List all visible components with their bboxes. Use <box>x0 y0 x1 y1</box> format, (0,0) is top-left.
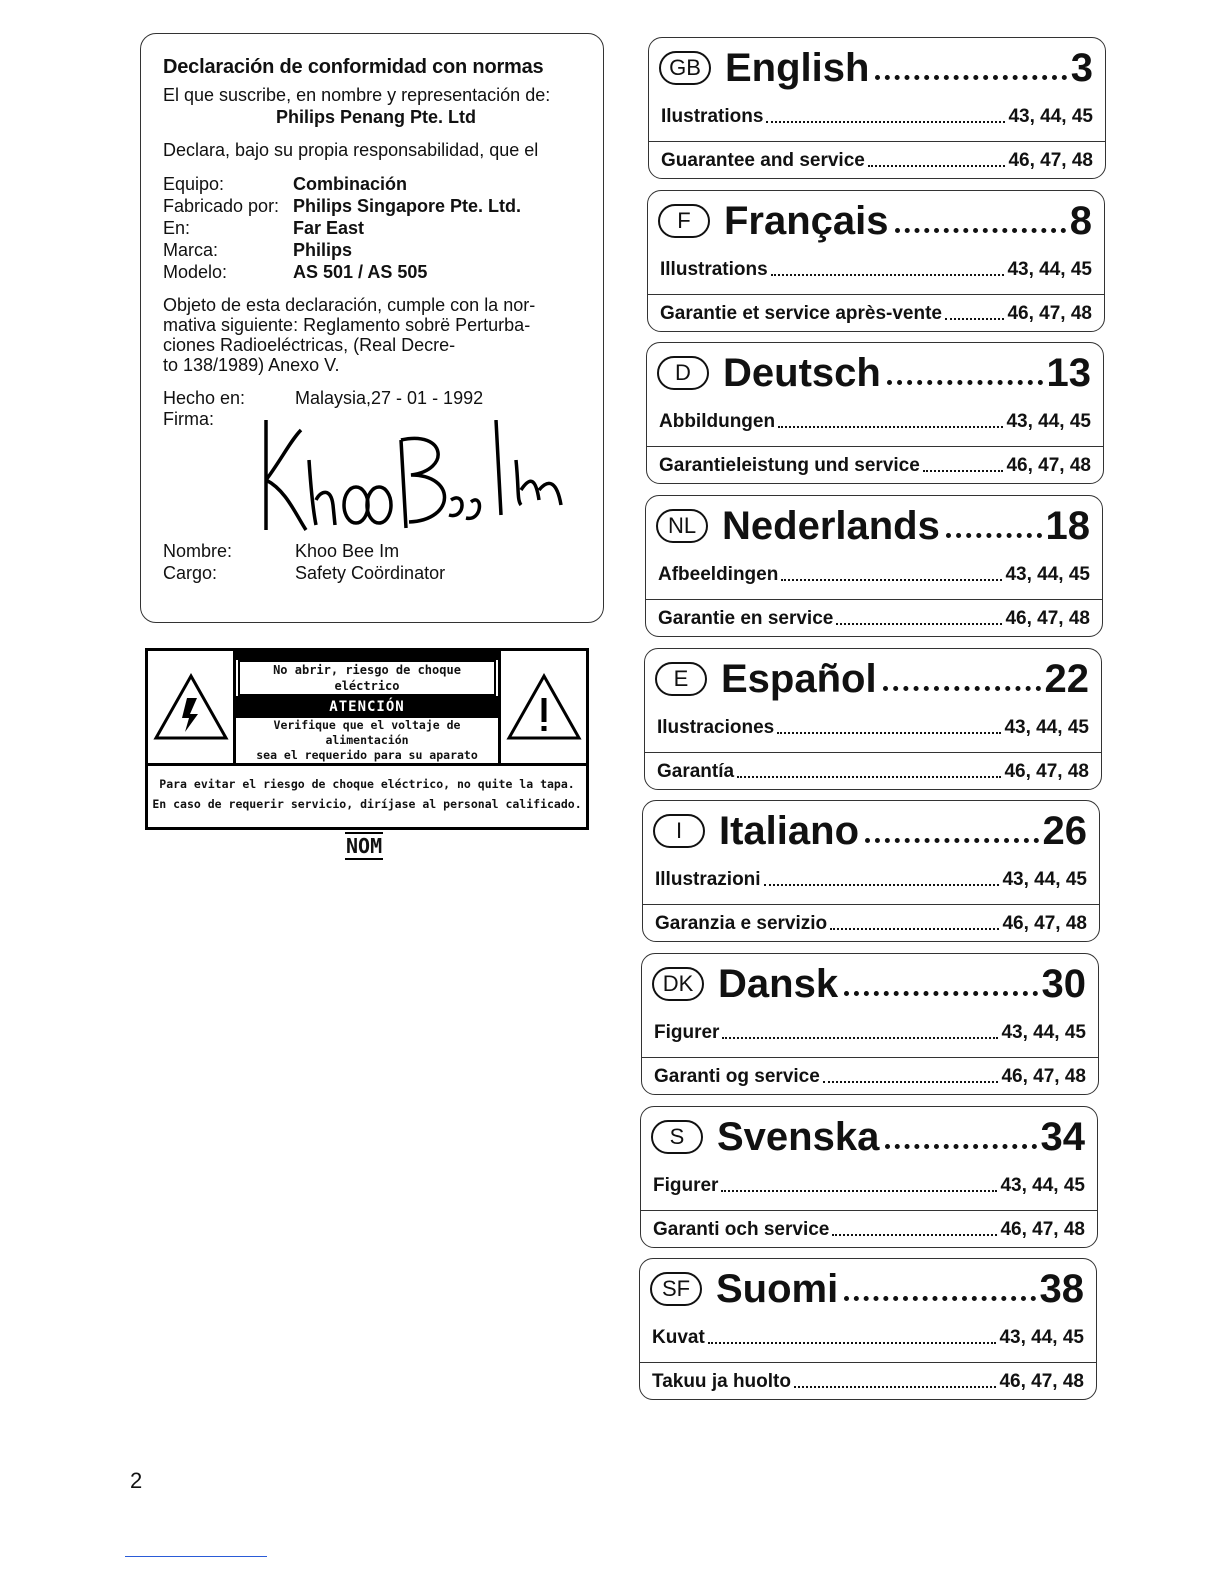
signature-label: Firma: <box>163 409 214 429</box>
country-code-badge: S <box>651 1120 703 1154</box>
language-page: 22 <box>1044 656 1089 701</box>
signature <box>163 430 589 540</box>
object-line: to 138/1989) Anexo V. <box>163 355 340 375</box>
language-page: 3 <box>1070 45 1093 90</box>
index-entry: Ilustrations <box>661 106 764 127</box>
warning-line-3a: Verifique que el voltaje de alimentación <box>273 718 461 747</box>
index-entry: Garantie et service après-vente <box>660 303 942 324</box>
role-label: Cargo: <box>163 563 218 583</box>
field-value: AS 501 / AS 505 <box>293 262 428 282</box>
made-in-label: Hecho en: <box>163 388 246 408</box>
country-code-badge: F <box>658 204 710 238</box>
index-entry: Garanti og service <box>654 1066 820 1087</box>
index-pages: 43, 44, 45 <box>999 1327 1084 1348</box>
index-pages: 46, 47, 48 <box>1000 1219 1085 1240</box>
field-label: Fabricado por: <box>163 196 280 216</box>
role-value: Safety Coördinator <box>295 563 446 583</box>
field-label: En: <box>163 218 191 238</box>
name-row <box>163 540 589 562</box>
language-page: 13 <box>1046 350 1091 395</box>
index-entry: Abbildungen <box>659 411 776 432</box>
index-pages: 43, 44, 45 <box>1008 106 1093 127</box>
index-pages: 46, 47, 48 <box>1002 913 1087 934</box>
index-pages: 43, 44, 45 <box>1006 411 1091 432</box>
field-row <box>163 239 589 261</box>
declaration-company: Philips Penang Pte. Ltd <box>275 107 477 127</box>
index-pages: 46, 47, 48 <box>1004 761 1089 782</box>
country-code-badge: GB <box>659 51 711 85</box>
country-code-badge: DK <box>652 967 704 1001</box>
country-code-badge: D <box>657 356 709 390</box>
index-entry: Ilustraciones <box>657 717 775 738</box>
warning-bottom-1: Para evitar el riesgo de choque eléctrico, no quite la tapa. <box>159 777 575 791</box>
language-name[interactable]: Nederlands <box>722 503 940 548</box>
index-entry: Garanzia e servizio <box>655 913 828 934</box>
field-label: Marca: <box>163 240 219 260</box>
index-pages: 46, 47, 48 <box>999 1371 1084 1392</box>
language-page: 26 <box>1042 808 1087 853</box>
field-label: Equipo: <box>163 174 225 194</box>
index-pages: 46, 47, 48 <box>1007 303 1092 324</box>
role-row <box>163 562 589 584</box>
language-name[interactable]: English <box>725 45 870 90</box>
language-name[interactable]: Español <box>721 656 877 701</box>
declaration-object <box>163 295 589 375</box>
index-entry: Garantía <box>657 761 735 782</box>
field-value: Philips Singapore Pte. Ltd. <box>293 196 522 216</box>
index-entry: Illustrations <box>660 259 768 280</box>
language-box-deutsch <box>646 342 1104 484</box>
index-entry: Figurer <box>654 1022 720 1043</box>
electric-warning-label <box>145 648 589 830</box>
warning-line-1: No abrir, riesgo de choque eléctrico <box>238 660 496 696</box>
declaration-title: Declaración de conformidad con normas <box>163 56 544 78</box>
index-pages: 43, 44, 45 <box>1007 259 1092 280</box>
language-name[interactable]: Dansk <box>718 961 839 1006</box>
language-box-francais <box>647 190 1105 332</box>
nom-mark: NOM <box>346 834 383 858</box>
language-box-suomi <box>639 1258 1097 1400</box>
object-line: ciones Radioeléctricas, (Real Decre- <box>163 335 456 355</box>
language-box-italiano <box>642 800 1100 942</box>
name-label: Nombre: <box>163 541 233 561</box>
index-entry: Guarantee and service <box>661 150 865 171</box>
index-pages: 43, 44, 45 <box>1001 1022 1086 1043</box>
language-page: 38 <box>1039 1266 1084 1311</box>
name-value: Khoo Bee Im <box>295 541 400 561</box>
language-box-espanol <box>644 648 1102 790</box>
language-page: 8 <box>1069 198 1092 243</box>
index-entry: Garantieleistung und service <box>659 455 920 476</box>
language-page: 34 <box>1040 1114 1085 1159</box>
index-entry: Takuu ja huolto <box>652 1371 791 1392</box>
index-pages: 46, 47, 48 <box>1001 1066 1086 1087</box>
index-entry: Garanti och service <box>653 1219 830 1240</box>
warning-heading: ATENCIÓN <box>236 696 498 718</box>
field-value: Combinación <box>293 174 408 194</box>
language-box-dansk <box>641 953 1099 1095</box>
language-name[interactable]: Deutsch <box>723 350 881 395</box>
index-pages: 46, 47, 48 <box>1005 608 1090 629</box>
field-label: Modelo: <box>163 262 228 282</box>
warning-line-3b: sea el requerido para su aparato <box>256 748 478 762</box>
made-in-value: Malaysia,27 - 01 - 1992 <box>295 388 484 408</box>
index-entry: Illustrazioni <box>655 869 761 890</box>
index-pages: 43, 44, 45 <box>1005 564 1090 585</box>
object-line: Objeto de esta declaración, cumple con la nor- <box>163 295 536 315</box>
field-row <box>163 195 589 217</box>
index-pages: 46, 47, 48 <box>1008 150 1093 171</box>
language-page: 18 <box>1045 503 1090 548</box>
field-row <box>163 261 589 283</box>
field-value: Far East <box>293 218 365 238</box>
exclamation-warning-icon <box>501 651 586 763</box>
language-page: 30 <box>1041 961 1086 1006</box>
country-code-badge: NL <box>656 509 708 543</box>
electric-shock-warning-icon <box>148 651 233 763</box>
index-pages: 43, 44, 45 <box>1004 717 1089 738</box>
declaration-declares: Declara, bajo su propia responsabilidad, que el <box>163 140 539 160</box>
index-pages: 46, 47, 48 <box>1006 455 1091 476</box>
warning-bottom-2: En caso de requerir servicio, diríjase al personal calificado. <box>152 797 582 811</box>
country-code-badge: SF <box>650 1272 702 1306</box>
language-name[interactable]: Français <box>724 198 889 243</box>
language-name[interactable]: Svenska <box>717 1114 880 1159</box>
language-name[interactable]: Suomi <box>716 1266 839 1311</box>
language-box-svenska <box>640 1106 1098 1248</box>
language-name[interactable]: Italiano <box>719 808 860 853</box>
made-in-row <box>163 387 589 409</box>
field-row <box>163 217 589 239</box>
country-code-badge: E <box>655 662 707 696</box>
field-value: Philips <box>293 240 353 260</box>
index-pages: 43, 44, 45 <box>1000 1175 1085 1196</box>
index-entry: Kuvat <box>652 1327 705 1348</box>
index-entry: Figurer <box>653 1175 719 1196</box>
footer-divider <box>125 1556 267 1557</box>
page-number: 2 <box>130 1468 143 1493</box>
object-line: mativa siguiente: Reglamento sobrë Perturba- <box>163 315 531 335</box>
declaration-box <box>140 33 604 623</box>
field-row <box>163 173 589 195</box>
declaration-intro: El que suscribe, en nombre y representación de: <box>163 85 551 105</box>
signature-graphic <box>261 420 581 540</box>
language-box-nederlands <box>645 495 1103 637</box>
language-box-english <box>648 37 1106 179</box>
index-pages: 43, 44, 45 <box>1002 869 1087 890</box>
country-code-badge: I <box>653 814 705 848</box>
index-entry: Garantie en service <box>658 608 834 629</box>
index-entry: Afbeeldingen <box>658 564 779 585</box>
